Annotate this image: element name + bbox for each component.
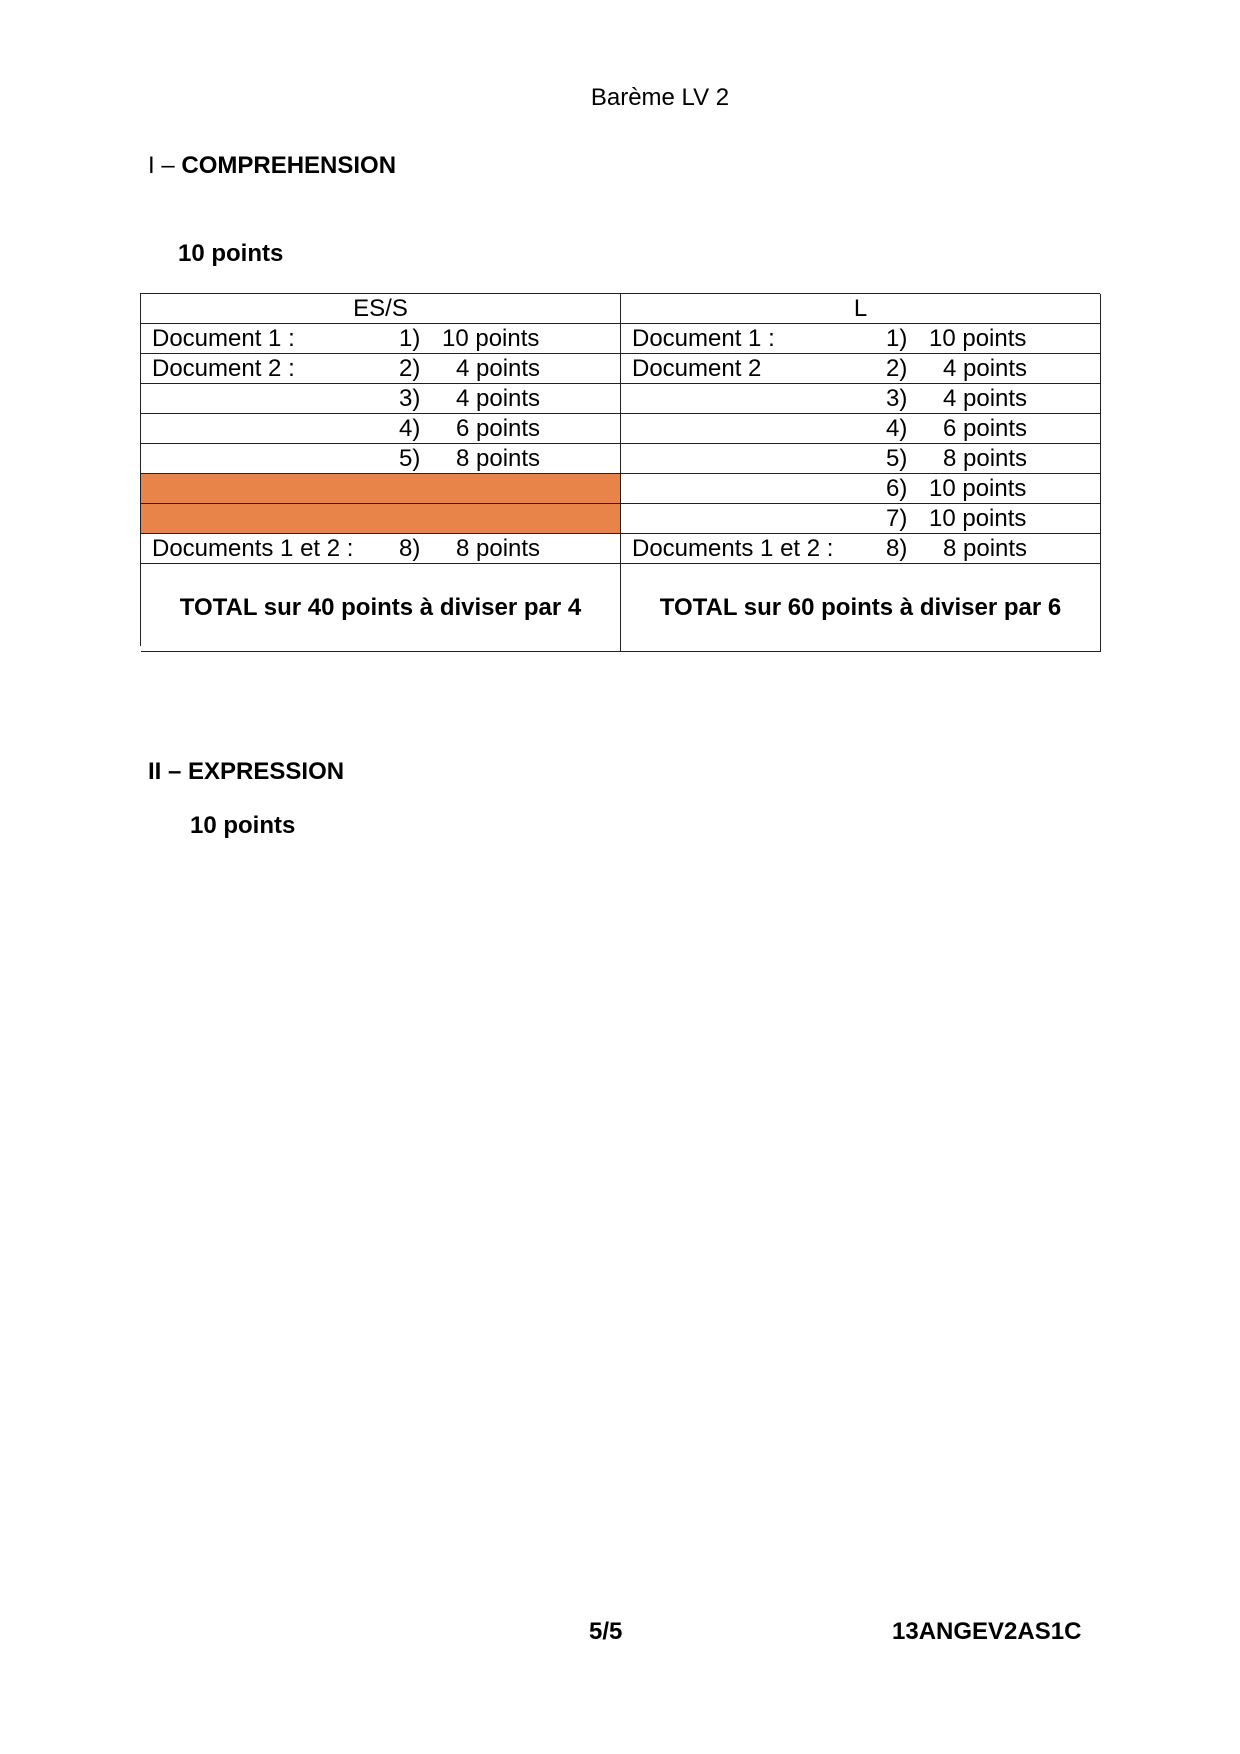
question-number: 4) <box>886 415 908 442</box>
table-row-l <box>621 444 1101 474</box>
document-title: Barème LV 2 <box>590 84 730 111</box>
document-label: Document 2 <box>632 355 762 382</box>
table-row-es-s <box>141 414 621 444</box>
question-number: 1) <box>399 325 421 352</box>
question-points: 10 points <box>929 505 1027 532</box>
question-points: 6 points <box>943 415 1028 442</box>
table-row-l <box>621 324 1101 354</box>
document-label: Documents 1 et 2 : <box>632 535 834 562</box>
table-row-es-s <box>141 354 621 384</box>
table-row-l <box>621 474 1101 504</box>
document-label: Documents 1 et 2 : <box>152 535 354 562</box>
table-total-es-s <box>141 564 621 652</box>
question-number: 3) <box>886 385 908 412</box>
question-points: 10 points <box>442 325 540 352</box>
question-points: 10 points <box>929 325 1027 352</box>
question-number: 7) <box>886 505 908 532</box>
table-row-es-s <box>141 444 621 474</box>
question-number: 8) <box>886 535 908 562</box>
question-number: 3) <box>399 385 421 412</box>
question-number: 2) <box>399 355 421 382</box>
table-row-l <box>621 354 1101 384</box>
table-row-es-s <box>141 384 621 414</box>
total-label: TOTAL sur 40 points à diviser par 4 <box>179 593 582 621</box>
table-total-l <box>621 564 1101 652</box>
question-points: 4 points <box>943 385 1028 412</box>
question-points: 10 points <box>929 475 1027 502</box>
document-label: Document 2 : <box>152 355 295 382</box>
table-row-es-s <box>141 474 621 504</box>
section-prefix: I – <box>148 152 182 179</box>
question-number: 4) <box>399 415 421 442</box>
table-row-l <box>621 504 1101 534</box>
question-number: 2) <box>886 355 908 382</box>
table-header-label: ES/S <box>353 295 408 322</box>
table-row-es-s <box>141 324 621 354</box>
question-points: 8 points <box>456 535 541 562</box>
comprehension-points: 10 points <box>178 240 284 267</box>
table-row-es-s <box>141 504 621 534</box>
table-header-label: L <box>853 295 868 322</box>
scoring-table <box>140 293 1100 646</box>
table-header-es-s <box>141 294 621 324</box>
question-points: 4 points <box>456 385 541 412</box>
question-points: 4 points <box>456 355 541 382</box>
expression-points: 10 points <box>190 812 296 839</box>
question-points: 8 points <box>943 535 1028 562</box>
total-label: TOTAL sur 60 points à diviser par 6 <box>659 593 1062 621</box>
document-label: Document 1 : <box>152 325 295 352</box>
table-row-l <box>621 414 1101 444</box>
question-number: 6) <box>886 475 908 502</box>
section-title: COMPREHENSION <box>181 152 397 179</box>
table-header-l <box>621 294 1101 324</box>
document-code: 13ANGEV2AS1C <box>892 1618 1082 1645</box>
question-number: 1) <box>886 325 908 352</box>
question-points: 8 points <box>456 445 541 472</box>
page-number: 5/5 <box>589 1618 623 1645</box>
table-row-es-s <box>141 534 621 564</box>
question-points: 6 points <box>456 415 541 442</box>
question-points: 4 points <box>943 355 1028 382</box>
table-row-l <box>621 534 1101 564</box>
question-points: 8 points <box>943 445 1028 472</box>
table-row-l <box>621 384 1101 414</box>
question-number: 5) <box>399 445 421 472</box>
question-number: 5) <box>886 445 908 472</box>
section-expression-heading: II – EXPRESSION <box>148 758 345 785</box>
question-number: 8) <box>399 535 421 562</box>
section-comprehension-heading <box>148 152 396 180</box>
document-label: Document 1 : <box>632 325 775 352</box>
